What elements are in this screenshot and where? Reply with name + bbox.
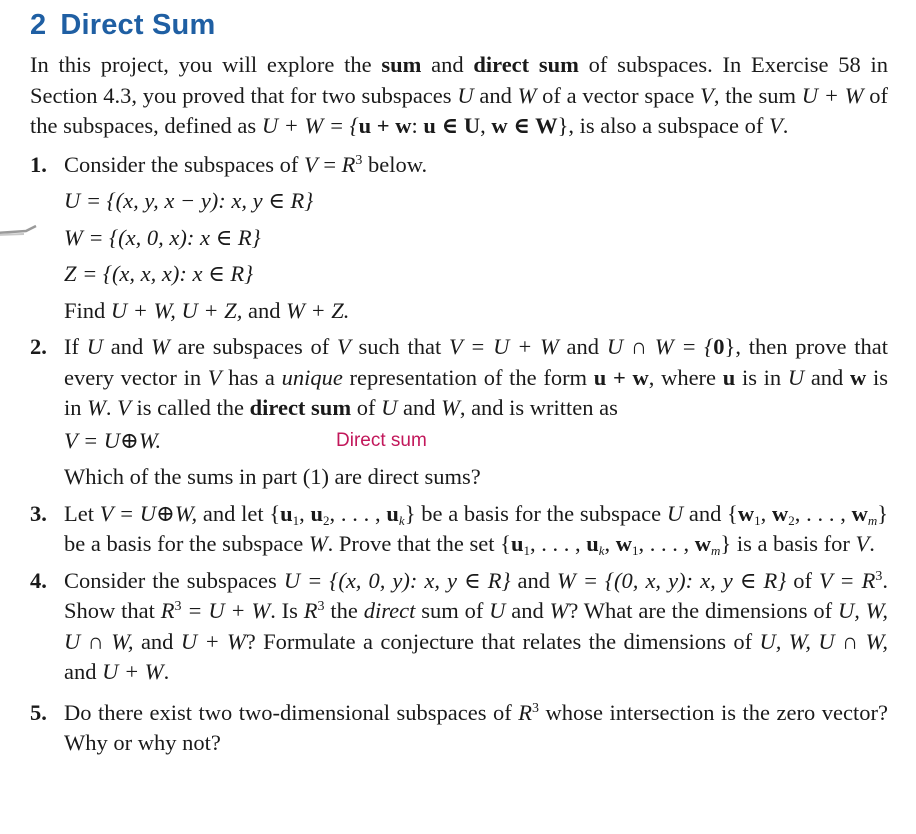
section-heading [30, 8, 888, 42]
exercise-item-5 [30, 698, 888, 759]
item-2-question: Which of the sums in part (1) are direct sums? [64, 464, 481, 489]
item-number: 4. [30, 567, 47, 593]
direct-sum-equation-row [64, 426, 888, 457]
section-number: 2 [30, 9, 47, 41]
exercise-item-3 [30, 499, 888, 560]
item-3-text: Let V = U⊕W, and let {$u_1$, $u_2$, . . . , $u_k$} be a basis for the subspace U and {$w_1$, $w_2$, . . . , $w_m$} be a basis for the subspace W. Prove that the set {$u_1$, . . . , $u_k$, $w_1$, . . . , $w_m$} is a basis for V. [64, 500, 889, 558]
exercise-item-4 [30, 566, 888, 688]
item-number: 5. [30, 699, 47, 725]
direct-sum-equation: V = U⊕W. [64, 427, 162, 453]
subspace-u-definition: U = {(x, y, x − y): x, y ∈ R} [64, 188, 314, 213]
subspace-z-definition: Z = {(x, x, x): x ∈ R} [64, 261, 254, 286]
page [30, 0, 888, 759]
exercise-item-1 [30, 150, 888, 327]
section-title: Direct Sum [60, 9, 216, 41]
intro-paragraph: In this project, you will explore the sum and direct sum of subspaces. In Exercise 58 in Section 4.3, you proved that for two subspaces U and W of a vector space V, the sum U + W of the subspaces, defined as U + W = {u + w: u ∈ U, w ∈ W}, is also a subspace of V. [30, 52, 888, 138]
item-number: 3. [30, 500, 47, 526]
item-2-text: If U and W are subspaces of V such that V = U + W and U ∩ W = {0}, then prove that every vector in V has a unique representation of the form u + w, where u is in U and w is in W. V is called the direct sum of U and W, and is written as [64, 334, 888, 420]
direct-sum-margin-note: Direct sum [336, 429, 427, 451]
item-number: 1. [30, 151, 47, 177]
item-5-text: Do there exist two two-dimensional subspaces of $R^3$ whose intersection is the zero vector? Why or why not? [64, 699, 888, 755]
item-4-text: Consider the subspaces U = {(x, 0, y): x, y ∈ R} and W = {(0, x, y): x, y ∈ R} of $V = R^3$. Show that $R^3 = U + W$. Is $R^3$ the direct sum of U and W? What are the dimensions of U, W, U ∩ W, and U + W? Formulate a conjecture that relates the dimensions of U, W, U ∩ W, and U + W. [64, 567, 888, 684]
item-1-lead: Consider the subspaces of $V = R^3$ below. [64, 151, 428, 177]
subspace-w-definition: W = {(x, 0, x): x ∈ R} [64, 224, 261, 250]
exercise-item-2 [30, 332, 888, 493]
item-1-find: Find U + W, U + Z, and W + Z. [64, 297, 350, 323]
item-number: 2. [30, 334, 47, 359]
